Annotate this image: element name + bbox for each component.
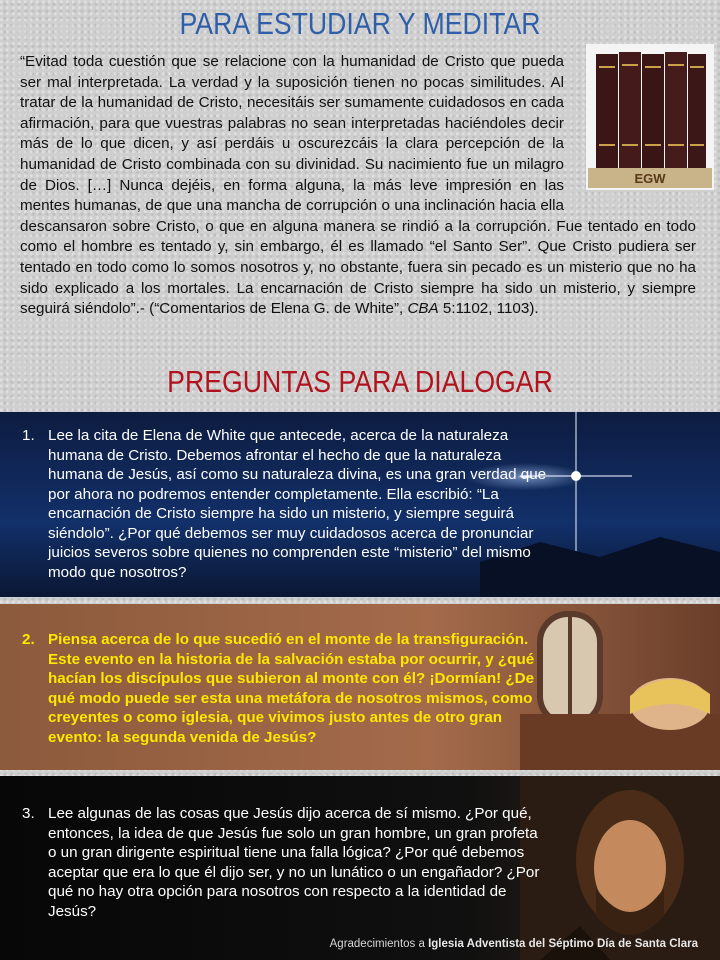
question-number: 2. (22, 631, 35, 648)
book-label: EGW (634, 171, 666, 186)
quote-text: “Evitad toda cuestión que se relacione con la humanidad de Cristo que pueda ser mal interpretada. La verdad y la suposición tienen no pocas similitudes. Al tratar de la humanidad de Cristo, necesitáis ser sumamente cuidadosos en cada afirmación, para que vuestras palabras no sean interpretadas haciéndoles decir más de lo que dicen, y así perdáis u oscurezcáis la clara percepción de la humanidad de Cristo combinada con su divinidad. Su nacimiento fue un milagro de Dios. […] Nunca dejéis, en forma alguna, la más leve impresión en las mentes humanas, de que una mancha de corrupción o una inclinación hacia ella descansaron sobre Cristo, o que en alguna manera se rindió a la corrupción. Fue tentado en todo como el hombre es tentado y, sin embargo, él es llamado “el Santo Ser”. Que Cristo pudiera ser tentado en todo como lo somos nosotros y, no obstante, fuera sin pecado es un misterio que no ha sido explicado a los mortales. La encarnación de Cristo siempre ha sido un misterio, y siempre seguirá siéndolo”.- (“Comentarios de Elena G. de White”, (20, 53, 696, 318)
question-number: 1. (22, 427, 35, 444)
question-number: 3. (22, 805, 35, 822)
page-title: PARA ESTUDIAR Y MEDITAR (179, 6, 541, 41)
question-text: Lee algunas de las cosas que Jesús dijo acerca de sí mismo. ¿Por qué, entonces, la idea de que Jesús fue solo un gran hombre, un gran profeta o un gran dirigente espiritual tiene una falla lógica? ¿Por qué debemos aceptar que era lo que él dijo ser, y no un lunático o un engañador? ¿Por qué no hay otra opción para nosotros con respecto a la identidad de Jesús? (48, 805, 540, 920)
question-panel-2 (0, 604, 720, 770)
question-text: Lee la cita de Elena de White que antecede, acerca de la naturaleza humana de Cristo. Debemos afrontar el hecho de que la naturaleza humana de Jesús, así como su naturaleza divina, es una gran verdad que por ahora no podremos entender completamente. Ella escribió: “La encarnación de Cristo siempre ha sido un misterio, y siempre seguirá siéndolo”. ¿Por qué debemos ser muy cuidadosos acerca de pronunciar juicios severos sobre quienes no comprenden este “misterio” del mismo modo que nosotros? (48, 427, 547, 581)
sleeping-person-illustration (520, 604, 720, 770)
quote-cite-end: 5:1102, 1103). (438, 300, 539, 318)
jesus-portrait (520, 776, 720, 960)
credit-org: Iglesia Adventista del Séptimo Día de Santa Clara (428, 938, 698, 950)
credit-line: Agradecimientos a Iglesia Adventista del Séptimo Día de Santa Clara (329, 938, 698, 950)
question-text: Piensa acerca de lo que sucedió en el monte de la transfiguración. Este evento en la historia de la salvación estaba por ocurrir, y ¿qué hacían los discípulos que subieron al monte con él? ¡Dormían! ¿De qué modo puede ser esta una metáfora de nosotros mismos, como creyentes o como iglesia, que vivimos justo antes de otro gran evento: la segunda venida de Jesús? (48, 631, 535, 746)
section-title: PREGUNTAS PARA DIALOGAR (167, 364, 553, 399)
question-panel-1 (0, 412, 720, 597)
quote-cite-italic: CBA (407, 300, 439, 318)
question-panel-3 (0, 776, 720, 960)
quote-block (20, 52, 696, 320)
